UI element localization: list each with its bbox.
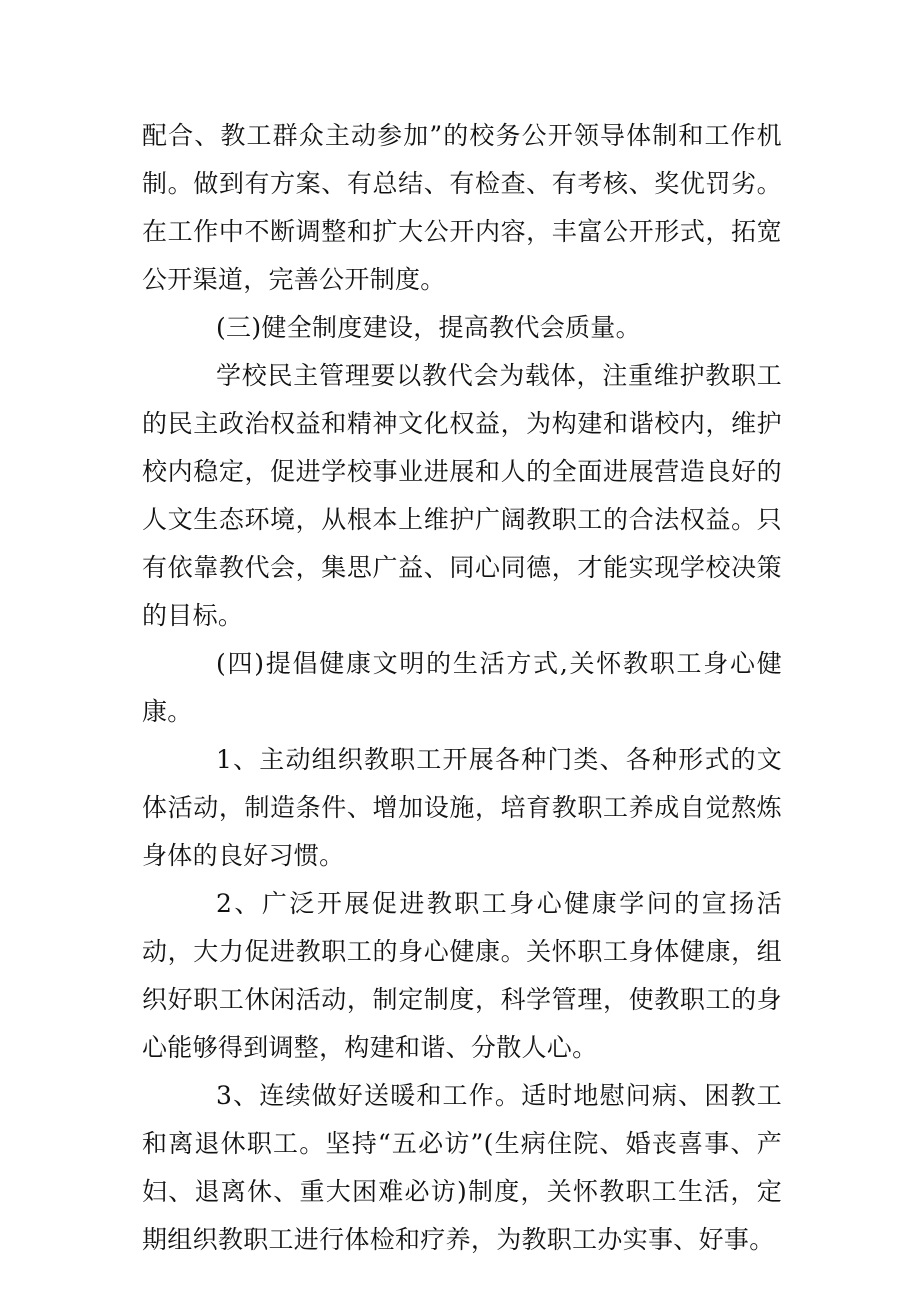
heading-section-4: (四)提倡健康文明的生活方式,关怀教职工身心健康。 [142, 649, 782, 726]
document-body [142, 112, 782, 1264]
paragraph-section-3-body: 学校民主管理要以教代会为载体，注重维护教职工的民主政治权益和精神文化权益，为构建和谐校内，维护校内稳定，促进学校事业进展和人的全面进展营造良好的人文生态环境，从根本上维护广阔教职工的合法权益。只有依靠教代会，集思广益、同心同德，才能实现学校决策的目标。 [142, 361, 782, 630]
list-item-3: 3、连续做好送暖和工作。适时地慰问病、困教工和离退休职工。坚持“五必访”(生病住院、婚丧喜事、产妇、退离休、重大困难必访)制度，关怀教职工生活，定期组织教职工进行体检和疗养，为教职工办实事、好事。 [142, 1081, 782, 1254]
heading-section-3: (三)健全制度建设，提高教代会质量。 [216, 313, 641, 342]
list-item-1: 1、主动组织教职工开展各种门类、各种形式的文体活动，制造条件、增加设施，培育教职工养成自觉熬炼身体的良好习惯。 [142, 745, 782, 870]
paragraph-1: 配合、教工群众主动参加”的校务公开领导体制和工作机制。做到有方案、有总结、有检查、有考核、奖优罚劣。在工作中不断调整和扩大公开内容，丰富公开形式，拓宽公开渠道，完善公开制度。 [142, 121, 782, 294]
list-item-2: 2、广泛开展促进教职工身心健康学问的宣扬活动，大力促进教职工的身心健康。关怀职工身体健康，组织好职工休闲活动，制定制度，科学管理，使教职工的身心能够得到调整，构建和谐、分散人心。 [142, 889, 782, 1062]
